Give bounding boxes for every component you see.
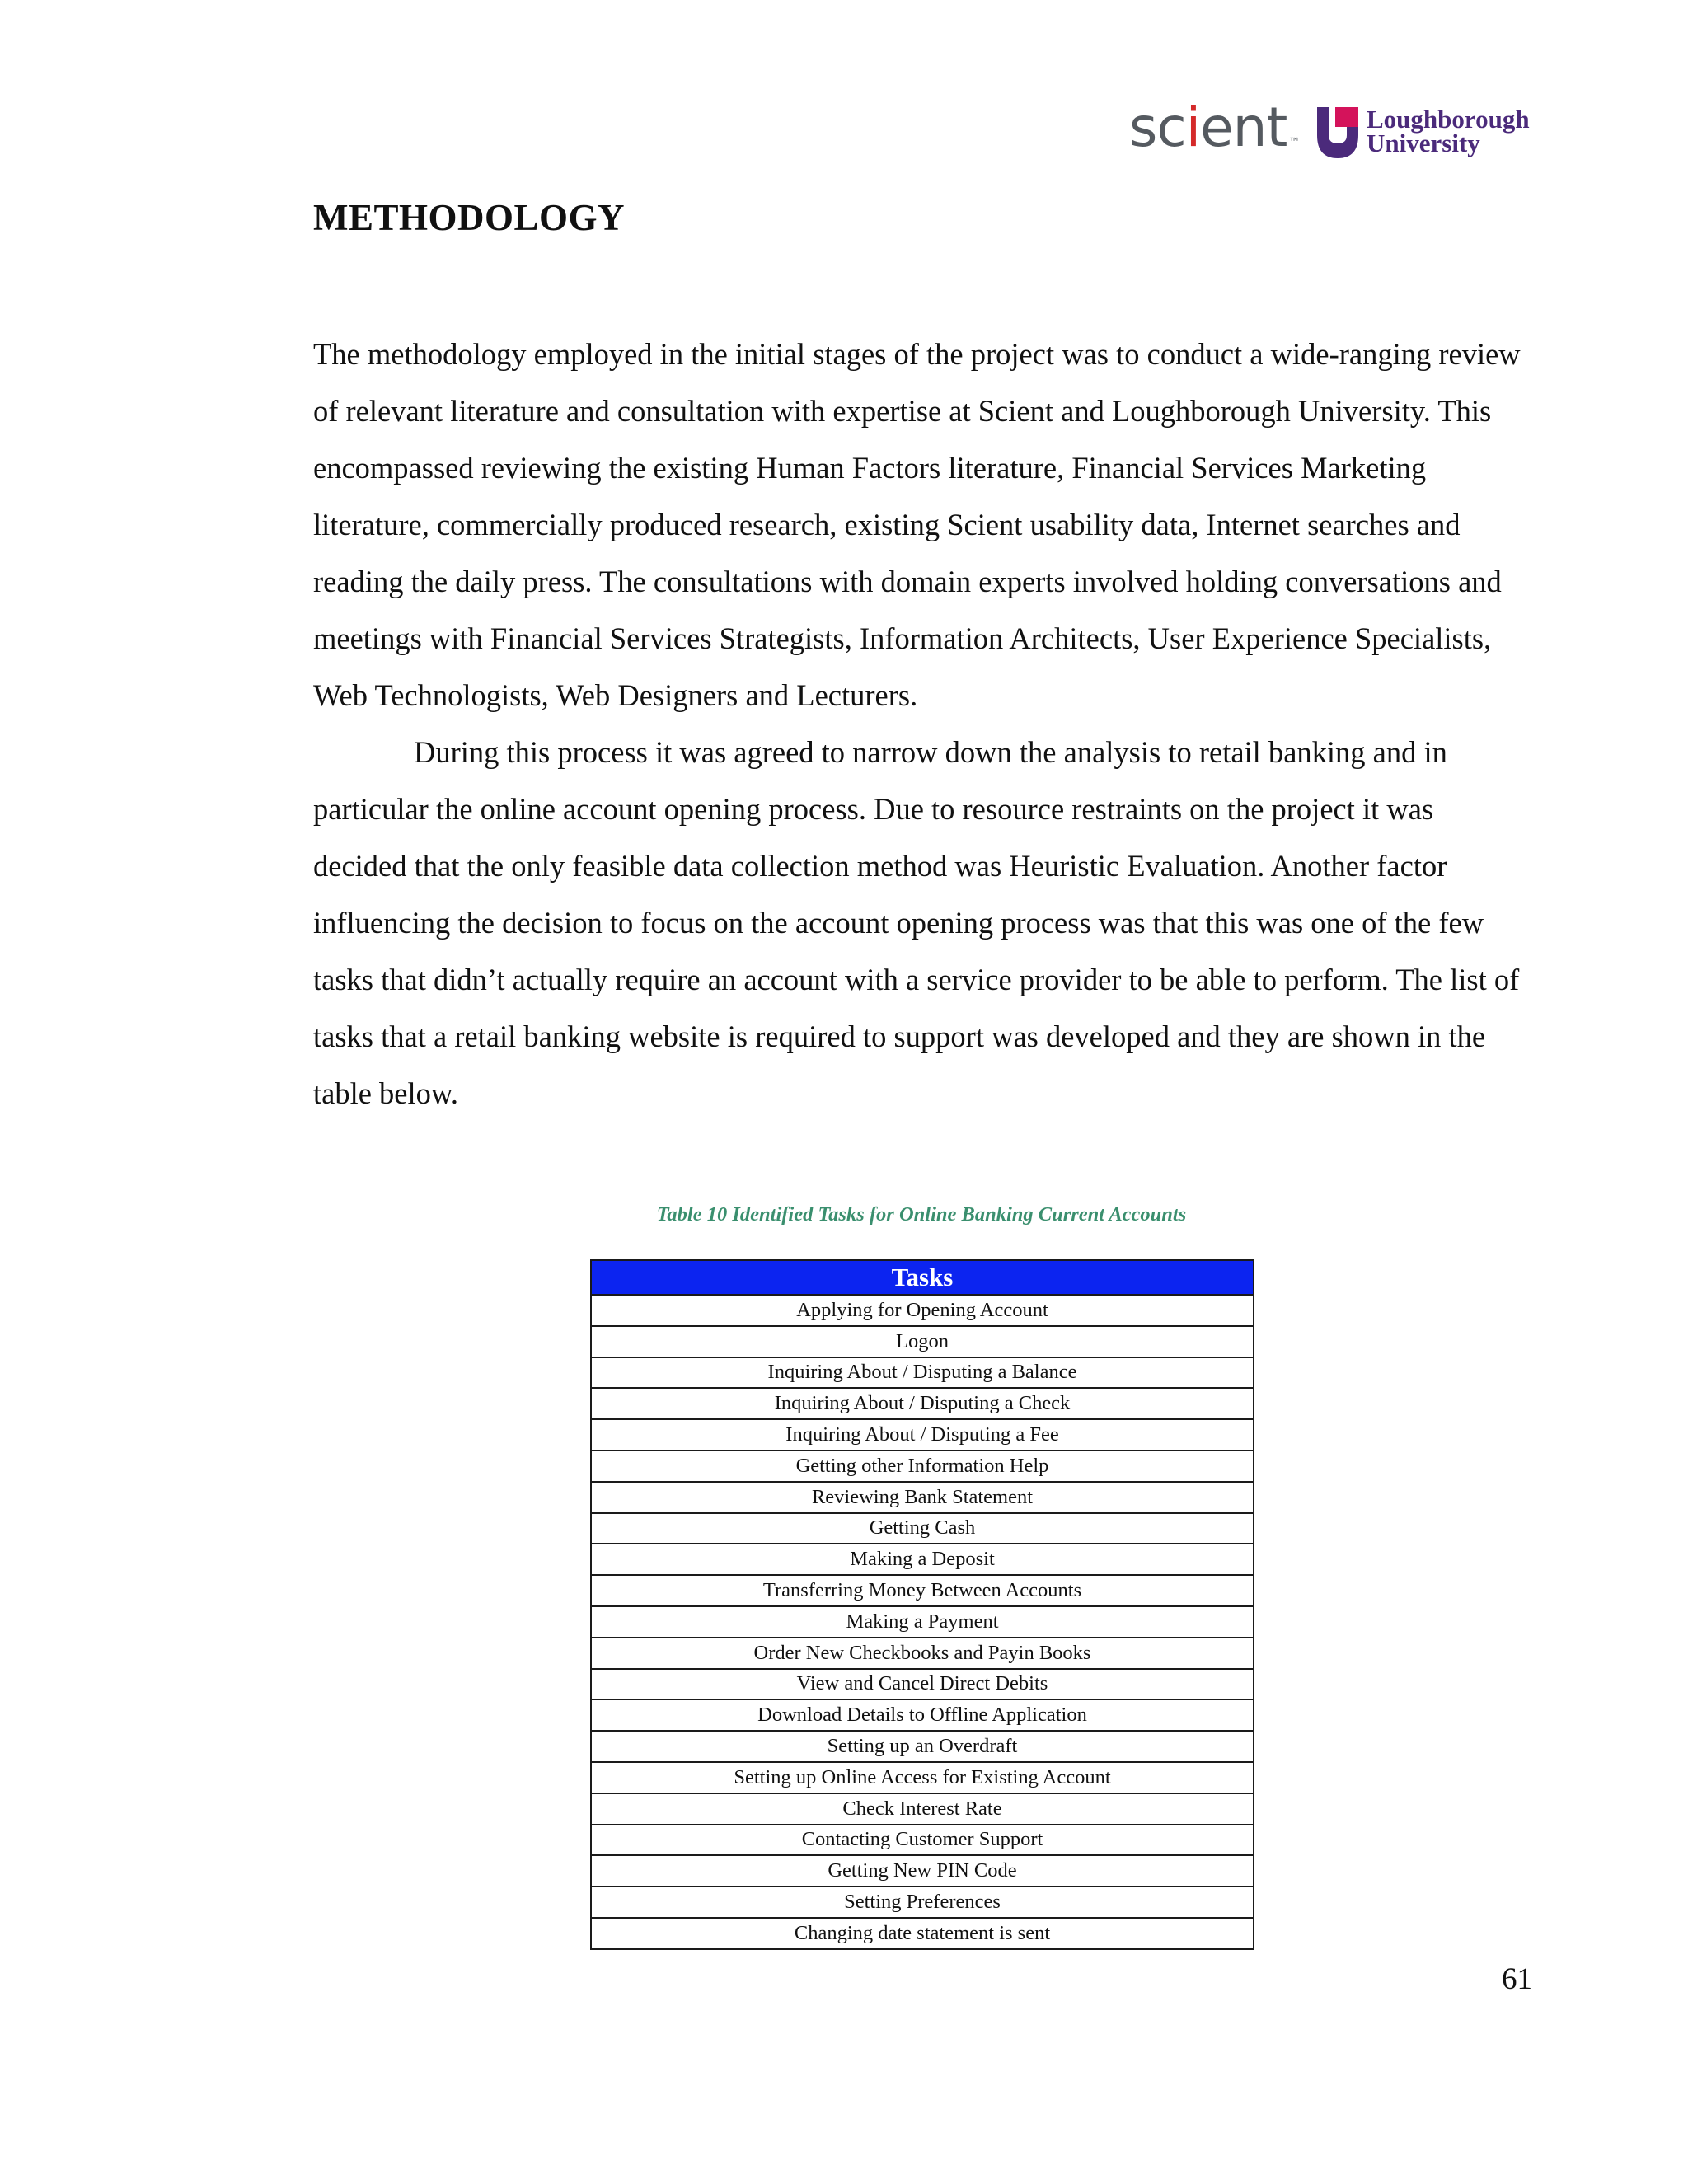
- scient-logo-text-part2: ent: [1200, 96, 1287, 159]
- body-text: [313, 326, 1525, 1122]
- table-cell: Making a Payment: [591, 1606, 1254, 1638]
- table-cell: Inquiring About / Disputing a Fee: [591, 1419, 1254, 1451]
- table-cell: Contacting Customer Support: [591, 1825, 1254, 1856]
- table-cell: Inquiring About / Disputing a Check: [591, 1388, 1254, 1419]
- table-row: [591, 1825, 1254, 1856]
- table-row: [591, 1357, 1254, 1389]
- scient-logo: [1129, 96, 1300, 159]
- page-number: 61: [1502, 1962, 1532, 1996]
- table-cell: Check Interest Rate: [591, 1793, 1254, 1825]
- loughborough-logo-text: [1367, 107, 1530, 155]
- scient-logo-text-part1: sc: [1129, 96, 1186, 159]
- tasks-table: [590, 1259, 1254, 1950]
- table-cell: Getting other Information Help: [591, 1451, 1254, 1482]
- table-row: [591, 1451, 1254, 1482]
- table-cell: Changing date statement is sent: [591, 1918, 1254, 1949]
- table-row: [591, 1886, 1254, 1918]
- table-cell: View and Cancel Direct Debits: [591, 1669, 1254, 1700]
- table-row: [591, 1575, 1254, 1606]
- scient-logo-trademark: ™: [1288, 136, 1300, 149]
- loughborough-logo: [1317, 107, 1530, 158]
- table-row: [591, 1918, 1254, 1949]
- table-row: [591, 1295, 1254, 1326]
- table-row: [591, 1482, 1254, 1513]
- table-row: [591, 1326, 1254, 1357]
- table-row: [591, 1731, 1254, 1762]
- table-cell: Getting New PIN Code: [591, 1855, 1254, 1886]
- loughborough-shield-icon: [1317, 107, 1358, 158]
- table-row: [591, 1606, 1254, 1638]
- table-cell: Applying for Opening Account: [591, 1295, 1254, 1326]
- table-cell: Setting up Online Access for Existing Account: [591, 1762, 1254, 1793]
- table-row: [591, 1762, 1254, 1793]
- paragraph-2: During this process it was agreed to narrow down the analysis to retail banking and in particular the online account opening process. Due to resource restraints on the project it was decided that the only feasible data collection method was Heuristic Evaluation. Another factor influencing the decision to focus on the account opening process was that this was one of the few tasks that didn’t actually require an account with a service provider to be able to perform. The list of tasks that a retail banking website is required to support was developed and they are shown in the table below.: [313, 735, 1520, 1110]
- scient-logo-i: i: [1185, 96, 1201, 159]
- table-header-row: [591, 1260, 1254, 1295]
- table-cell: Getting Cash: [591, 1513, 1254, 1544]
- table-row: [591, 1544, 1254, 1575]
- table-row: [591, 1388, 1254, 1419]
- table-row: [591, 1793, 1254, 1825]
- table-cell: Logon: [591, 1326, 1254, 1357]
- table-row: [591, 1699, 1254, 1731]
- table-row: [591, 1855, 1254, 1886]
- table-row: [591, 1419, 1254, 1451]
- table-row: [591, 1669, 1254, 1700]
- table-header-tasks: Tasks: [591, 1260, 1254, 1295]
- table-cell: Transferring Money Between Accounts: [591, 1575, 1254, 1606]
- table-row: [591, 1513, 1254, 1544]
- table-cell: Reviewing Bank Statement: [591, 1482, 1254, 1513]
- section-heading: METHODOLOGY: [313, 197, 626, 238]
- loughborough-logo-line1: Loughborough: [1367, 105, 1530, 134]
- table-cell: Order New Checkbooks and Payin Books: [591, 1638, 1254, 1669]
- table-row: [591, 1638, 1254, 1669]
- table-cell: Download Details to Offline Application: [591, 1699, 1254, 1731]
- table-cell: Making a Deposit: [591, 1544, 1254, 1575]
- table-caption: Table 10 Identified Tasks for Online Banking Current Accounts: [656, 1203, 1187, 1226]
- table-cell: Setting up an Overdraft: [591, 1731, 1254, 1762]
- table-cell: Setting Preferences: [591, 1886, 1254, 1918]
- table-cell: Inquiring About / Disputing a Balance: [591, 1357, 1254, 1389]
- loughborough-logo-line2: University: [1367, 129, 1480, 157]
- paragraph-1: The methodology employed in the initial stages of the project was to conduct a wide-ranging review of relevant literature and consultation with expertise at Scient and Loughborough University. This encompassed reviewing the existing Human Factors literature, Financial Services Marketing literature, commercially produced research, existing Scient usability data, Internet searches and reading the daily press. The consultations with domain experts involved holding conversations and meetings with Financial Services Strategists, Information Architects, User Experience Specialists, Web Technologists, Web Designers and Lecturers.: [313, 337, 1521, 712]
